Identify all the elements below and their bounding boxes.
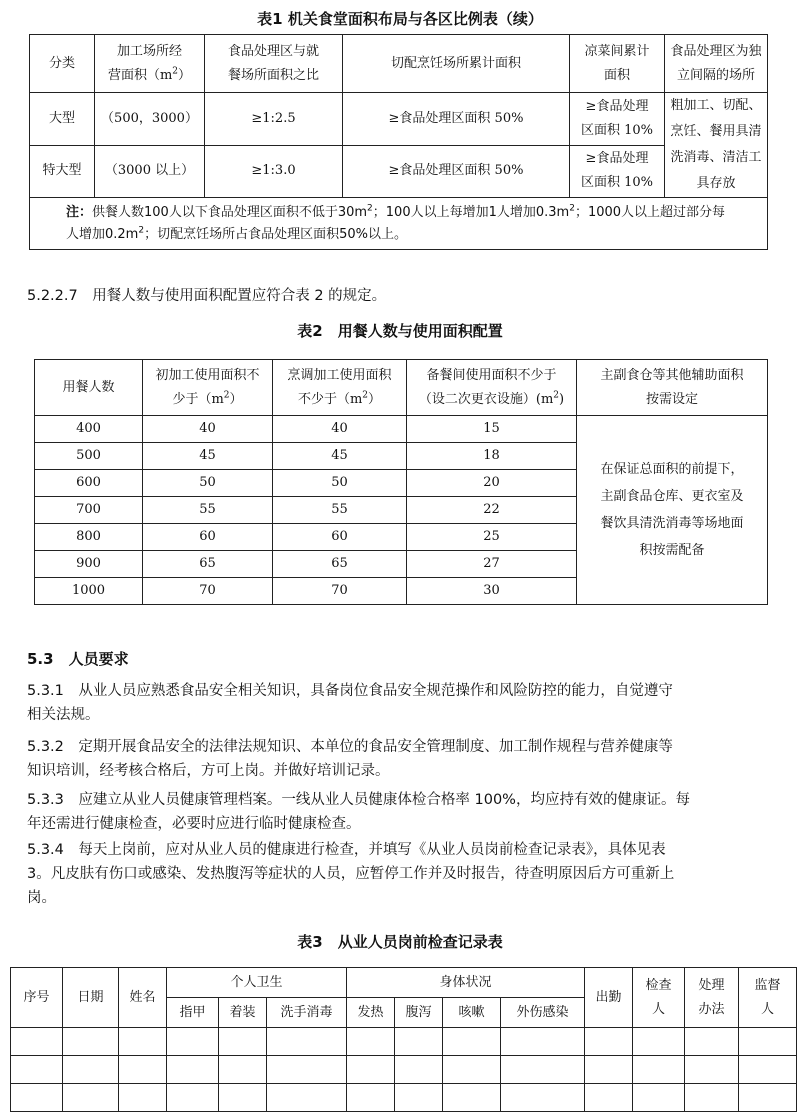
table1-cell: ≥食品处理 区面积 10%	[570, 93, 665, 146]
table3-cell[interactable]	[395, 1056, 443, 1084]
table1-cell: ≥1:2.5	[205, 93, 343, 146]
clause-5-3-3: 5.3.3 应建立从业人员健康管理档案。一线从业人员健康体检合格率 100%，均应持有效的健康证。每 年还需进行健康检查，必要时应进行临时健康检查。	[27, 792, 690, 832]
table1-cell: 特大型	[30, 145, 95, 198]
table3-cell[interactable]	[167, 1028, 219, 1056]
table2-header-row	[35, 360, 768, 416]
table2-header-prep: 初加工使用面积不 少于$(m^2)$	[143, 360, 273, 416]
table1-header-cut: 切配烹饪场所累计面积	[343, 35, 570, 93]
table3-header-attend: 出勤	[585, 968, 633, 1028]
table2-cell: 50	[143, 470, 273, 497]
table1-title: 表1 机关食堂面积布局与各区比例表（续）	[257, 10, 543, 28]
table2-cell: 55	[273, 497, 407, 524]
table3-cell[interactable]	[501, 1084, 585, 1112]
table3-header-checker: 检查 人	[633, 968, 685, 1028]
table3-cell[interactable]	[443, 1084, 501, 1112]
table1-cell: ≥1:3.0	[205, 145, 343, 198]
table2-header-aux: 主副食仓等其他辅助面积 按需设定	[577, 360, 768, 416]
table3-header-wound: 外伤感染	[501, 998, 585, 1028]
table3-cell[interactable]	[219, 1056, 267, 1084]
table2-cell: 70	[143, 578, 273, 605]
table2-cell: 50	[273, 470, 407, 497]
table1-header-type: 分类	[30, 35, 95, 93]
table3-cell[interactable]	[633, 1028, 685, 1056]
table3-header-cough: 咳嗽	[443, 998, 501, 1028]
table3-cell[interactable]	[443, 1056, 501, 1084]
table3-cell[interactable]	[585, 1084, 633, 1112]
table3-cell[interactable]	[119, 1084, 167, 1112]
table3-cell[interactable]	[395, 1028, 443, 1056]
table3-cell[interactable]	[685, 1084, 739, 1112]
table1-cell: 大型	[30, 93, 95, 146]
table3-header-row	[11, 968, 797, 998]
table2-cell: 65	[273, 551, 407, 578]
table3-cell[interactable]	[347, 1056, 395, 1084]
table2-cell: 45	[143, 443, 273, 470]
table3-header-fever: 发热	[347, 998, 395, 1028]
table1-header-ratio: 食品处理区与就 餐场所面积之比	[205, 35, 343, 93]
table1-header-independent: 食品处理区为独 立间隔的场所	[665, 35, 768, 93]
table3-header-dress: 着装	[219, 998, 267, 1028]
table2	[34, 359, 768, 605]
table2-cell: 60	[273, 524, 407, 551]
table2-cell: 22	[407, 497, 577, 524]
table2-cell: 15	[407, 416, 577, 443]
table2-cell: 900	[35, 551, 143, 578]
table3-cell[interactable]	[633, 1056, 685, 1084]
table1-cell: （3000 以上）	[95, 145, 205, 198]
table3-title: 表3 从业人员岗前检查记录表	[297, 933, 503, 951]
table2-cell: 25	[407, 524, 577, 551]
table2-cell: 27	[407, 551, 577, 578]
table3-row	[11, 1028, 797, 1056]
table1-note: 注：供餐人数100人以下食品处理区面积不低于$30m^2$；100人以上每增加1人增加$0.3m^2$；1000人以上超过部分每 人增加$0.2m^2$；切配烹饪场所占食品处理区面积50%以上。	[30, 198, 768, 250]
table3-cell[interactable]	[347, 1084, 395, 1112]
table3-cell[interactable]	[11, 1028, 63, 1056]
table2-header-cook: 烹调加工使用面积 不少于$(m^2)$	[273, 360, 407, 416]
table1-header-cold: 凉菜间累计 面积	[570, 35, 665, 93]
table3-header-name: 姓名	[119, 968, 167, 1028]
section-5-3-heading: 5.3 人员要求	[27, 650, 129, 668]
clause-5-3-2: 5.3.2 定期开展食品安全的法律法规知识、本单位的食品安全管理制度、加工制作规程与营养健康等 知识培训，经考核合格后，方可上岗。并做好培训记录。	[27, 739, 673, 779]
table2-cell: 500	[35, 443, 143, 470]
table1-cell: （500，3000）	[95, 93, 205, 146]
table3-cell[interactable]	[633, 1084, 685, 1112]
table3-cell[interactable]	[501, 1028, 585, 1056]
table2-header-diners: 用餐人数	[35, 360, 143, 416]
table1-row	[30, 145, 768, 198]
table3-header-supervisor: 监督 人	[739, 968, 797, 1028]
table2-cell: 700	[35, 497, 143, 524]
table3-cell[interactable]	[267, 1028, 347, 1056]
table1-cell: ≥食品处理区面积 50%	[343, 145, 570, 198]
table1	[29, 34, 768, 250]
table3-cell[interactable]	[395, 1084, 443, 1112]
table3-cell[interactable]	[685, 1056, 739, 1084]
table3-header-body: 身体状况	[347, 968, 585, 998]
table3-header-hygiene: 个人卫生	[167, 968, 347, 998]
table2-header-serve: 备餐间使用面积不少于 （设二次更衣设施）$(m^2)$	[407, 360, 577, 416]
table2-cell: 800	[35, 524, 143, 551]
table3-cell[interactable]	[585, 1028, 633, 1056]
table3-header-wash: 洗手消毒	[267, 998, 347, 1028]
table2-cell: 20	[407, 470, 577, 497]
table1-cell: ≥食品处理区面积 50%	[343, 93, 570, 146]
table3-cell[interactable]	[739, 1028, 797, 1056]
table3-cell[interactable]	[501, 1056, 585, 1084]
table3-cell[interactable]	[685, 1028, 739, 1056]
table3-cell[interactable]	[11, 1084, 63, 1112]
table3-cell[interactable]	[63, 1028, 119, 1056]
table3-cell[interactable]	[11, 1056, 63, 1084]
table2-cell: 40	[143, 416, 273, 443]
table3-cell[interactable]	[219, 1028, 267, 1056]
table1-header-row	[30, 35, 768, 93]
table3-header-handle: 处理 办法	[685, 968, 739, 1028]
table2-cell: 18	[407, 443, 577, 470]
table3-cell[interactable]	[63, 1084, 119, 1112]
table3-cell[interactable]	[119, 1028, 167, 1056]
table3-cell[interactable]	[267, 1084, 347, 1112]
table3-cell[interactable]	[585, 1056, 633, 1084]
table3-row	[11, 1084, 797, 1112]
clause-5-2-2-7: 5.2.2.7 用餐人数与使用面积配置应符合表 2 的规定。	[27, 288, 387, 304]
table2-cell: 60	[143, 524, 273, 551]
table2-cell: 30	[407, 578, 577, 605]
table1-independent-cell: 粗加工、切配、 烹饪、餐用具清 洗消毒、清洁工 具存放	[665, 93, 768, 198]
table3-cell[interactable]	[167, 1084, 219, 1112]
clause-5-3-4: 5.3.4 每天上岗前，应对从业人员的健康进行检查，并填写《从业人员岗前检查记录表》，具体见表 3。凡皮肤有伤口或感染、发热腹泻等症状的人员，应暂停工作并及时报告，待查明原因后方可重新上 岗。	[27, 842, 675, 906]
table2-cell: 65	[143, 551, 273, 578]
table3-cell[interactable]	[739, 1084, 797, 1112]
table3-header-date: 日期	[63, 968, 119, 1028]
table2-row	[35, 416, 768, 443]
table2-cell: 45	[273, 443, 407, 470]
table3-header-nail: 指甲	[167, 998, 219, 1028]
table3-cell[interactable]	[267, 1056, 347, 1084]
table2-cell: 55	[143, 497, 273, 524]
table2-title: 表2 用餐人数与使用面积配置	[297, 322, 503, 340]
table3-cell[interactable]	[119, 1056, 167, 1084]
table2-cell: 70	[273, 578, 407, 605]
table3-cell[interactable]	[219, 1084, 267, 1112]
table3-cell[interactable]	[443, 1028, 501, 1056]
table1-header-area: 加工场所经 营面积$(m^2)$	[95, 35, 205, 93]
table1-note-row	[30, 198, 768, 250]
clause-5-3-1: 5.3.1 从业人员应熟悉食品安全相关知识，具备岗位食品安全规范操作和风险防控的能力，自觉遵守 相关法规。	[27, 683, 673, 723]
table3-cell[interactable]	[739, 1056, 797, 1084]
table2-cell: 600	[35, 470, 143, 497]
table2-cell: 400	[35, 416, 143, 443]
table2-cell: 1000	[35, 578, 143, 605]
table3-cell[interactable]	[167, 1056, 219, 1084]
table3-cell[interactable]	[347, 1028, 395, 1056]
table2-aux-cell: 在保证总面积的前提下， 主副食品仓库、更衣室及 餐饮具清洗消毒等场地面 积按需配备	[577, 416, 768, 605]
table3-cell[interactable]	[63, 1056, 119, 1084]
table2-cell: 40	[273, 416, 407, 443]
table3-header-diarrhea: 腹泻	[395, 998, 443, 1028]
table3-header-seq: 序号	[11, 968, 63, 1028]
table3-row	[11, 1056, 797, 1084]
table3	[10, 967, 797, 1112]
table1-row	[30, 93, 768, 146]
table1-cell: ≥食品处理 区面积 10%	[570, 145, 665, 198]
